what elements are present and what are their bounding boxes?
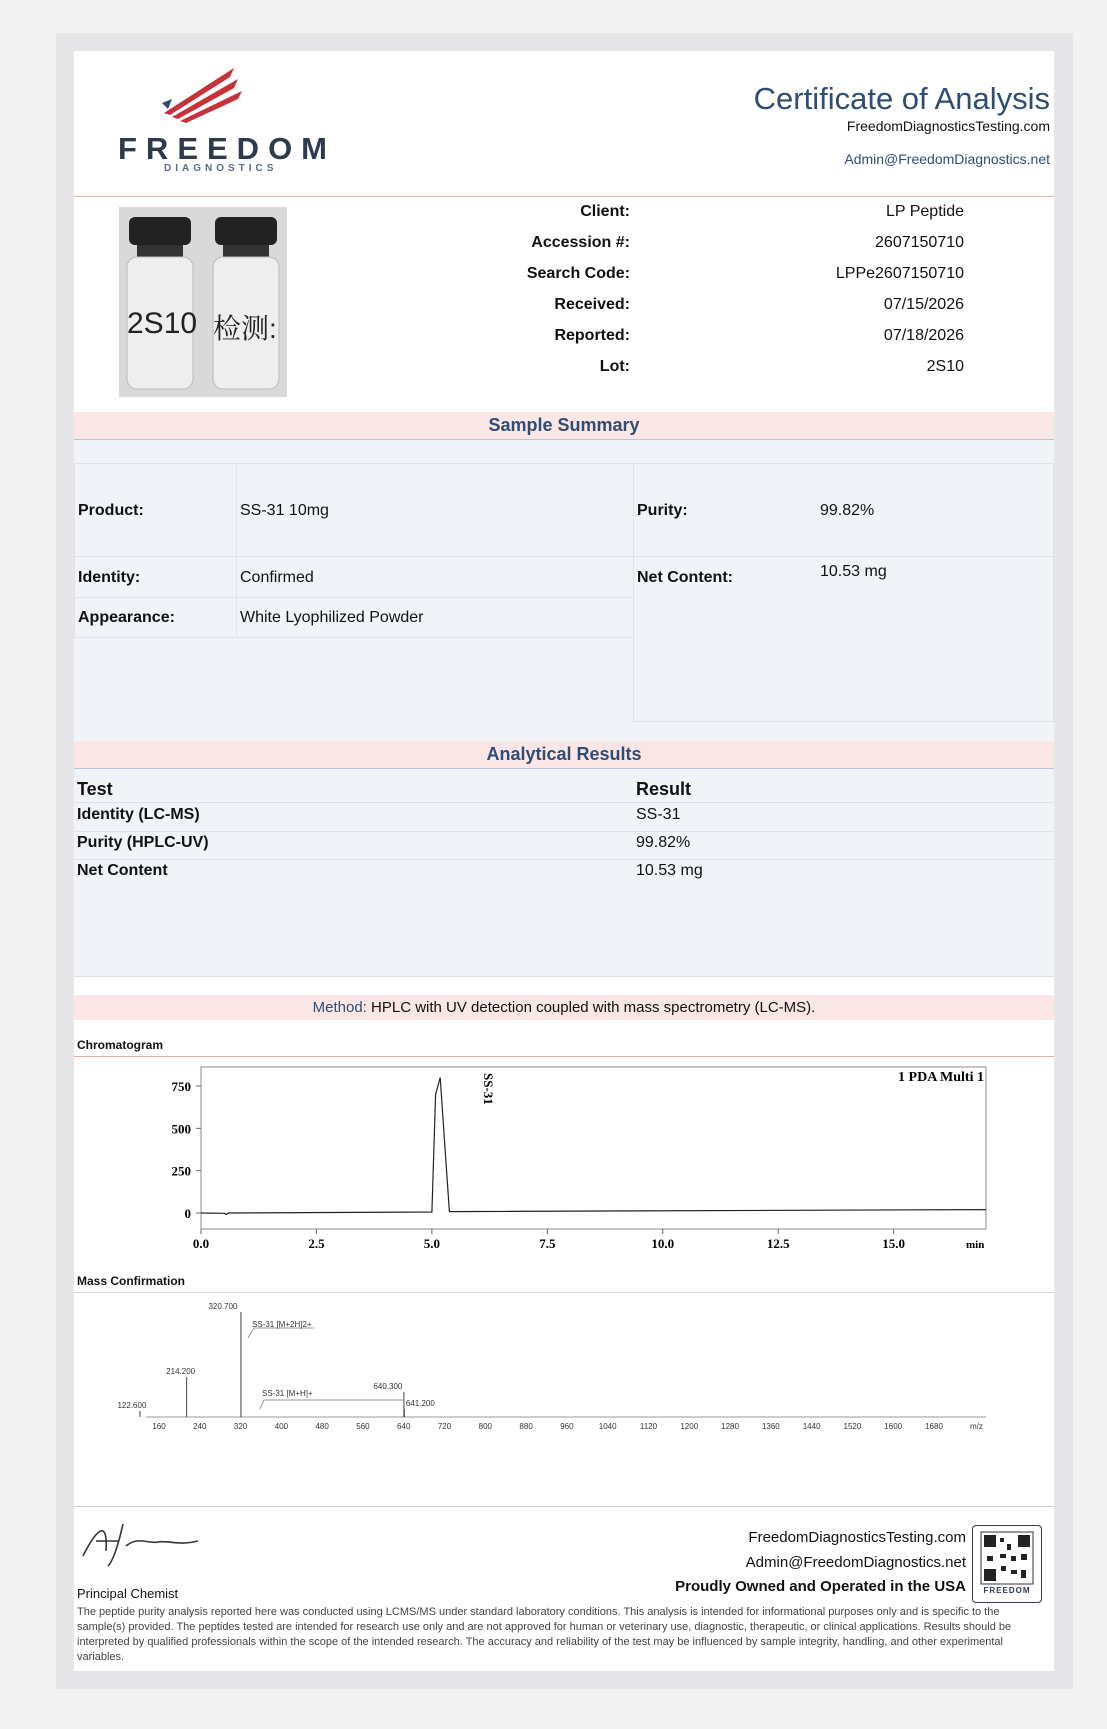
method-label: Method: <box>312 999 367 1016</box>
mass-x-ticks <box>152 1422 943 1431</box>
vial-label-right: 检测: <box>213 313 277 344</box>
signer-role: Principal Chemist <box>77 1586 179 1601</box>
mass-divider <box>74 1292 1054 1293</box>
mass-x-tick: 480 <box>315 1422 329 1431</box>
product-label-cell <box>74 463 237 557</box>
qr-badge[interactable] <box>972 1525 1042 1603</box>
mass-annotation-1: SS-31 [M+2H]2+ <box>252 1320 312 1329</box>
mass-x-tick: 720 <box>437 1422 452 1431</box>
chromatogram-x-ticks <box>193 1229 905 1251</box>
chromatogram-trace <box>201 1078 986 1215</box>
results-panel <box>74 769 1054 977</box>
net-content-label: Net Content: <box>637 569 733 586</box>
footer-tagline: Proudly Owned and Operated in the USA <box>675 1578 966 1595</box>
purity-cell <box>633 463 1054 557</box>
mass-x-tick: 1600 <box>884 1422 903 1431</box>
mass-x-tick: 880 <box>519 1422 533 1431</box>
mass-heading: Mass Confirmation <box>77 1274 186 1288</box>
qr-caption: FREEDOM <box>983 1586 1031 1595</box>
annotation-leader <box>248 1328 254 1338</box>
mass-peak-label: 640.300 <box>373 1382 403 1391</box>
mass-annotation-2: SS-31 [M+H]+ <box>262 1389 313 1398</box>
appearance-value: White Lyophilized Powder <box>240 609 424 626</box>
vial-image <box>119 207 287 397</box>
mass-peak-label: 122.600 <box>117 1401 147 1410</box>
info-value: 07/15/2026 <box>883 296 964 313</box>
purity-value: 99.82% <box>820 502 875 519</box>
appearance-label: Appearance: <box>78 609 175 626</box>
mass-x-tick: 1280 <box>721 1422 739 1431</box>
appearance-label-cell <box>74 597 237 638</box>
mass-x-tick: 1440 <box>802 1422 821 1431</box>
chromatogram-y-tick: 0 <box>184 1206 191 1221</box>
info-value: 2607150710 <box>875 234 964 251</box>
net-content-cell <box>633 556 1054 722</box>
chromatogram-x-tick: 15.0 <box>882 1236 906 1251</box>
mass-x-tick: 640 <box>397 1422 411 1431</box>
header-website[interactable]: FreedomDiagnosticsTesting.com <box>846 118 1050 134</box>
chromatogram-y-ticks <box>172 1079 202 1221</box>
mass-x-tick: 1120 <box>639 1422 658 1431</box>
footer-email[interactable]: Admin@FreedomDiagnostics.net <box>745 1554 966 1571</box>
logo-subtitle: DIAGNOSTICS <box>164 163 278 174</box>
mass-x-unit: m/z <box>970 1422 983 1431</box>
chromatogram-x-tick: 0.0 <box>192 1236 210 1251</box>
sample-summary-title: Sample Summary <box>488 415 640 435</box>
info-label: Reported: <box>554 327 630 344</box>
results-col-test: Test <box>77 779 113 799</box>
footer-website[interactable]: FreedomDiagnosticsTesting.com <box>748 1529 966 1546</box>
document-title: Certificate of Analysis <box>753 81 1050 116</box>
row-divider <box>74 976 1054 977</box>
identity-value: Confirmed <box>240 569 314 586</box>
chromatogram-frame <box>201 1067 986 1229</box>
mass-peak-label: 641.200 <box>405 1399 435 1408</box>
chromatogram-x-tick: 7.5 <box>539 1236 556 1251</box>
result-value: 10.53 mg <box>636 862 703 879</box>
result-value: 99.82% <box>636 834 691 851</box>
analytical-results-title: Analytical Results <box>486 744 642 764</box>
chromatogram-peak-label: SS-31 <box>481 1073 496 1105</box>
qr-code-icon <box>973 1526 1041 1588</box>
info-value: 07/18/2026 <box>883 327 964 344</box>
chromatogram-heading: Chromatogram <box>77 1038 164 1052</box>
sample-summary-panel <box>74 440 1054 790</box>
info-label: Search Code: <box>526 265 630 282</box>
info-label: Lot: <box>599 358 630 375</box>
mass-x-tick: 560 <box>356 1422 370 1431</box>
result-test: Purity (HPLC-UV) <box>77 834 209 851</box>
row-divider <box>74 831 1054 832</box>
chromatogram-channel: 1 PDA Multi 1 <box>898 1070 984 1085</box>
method-line <box>74 995 1054 1020</box>
mass-x-tick: 1200 <box>680 1422 699 1431</box>
mass-x-tick: 960 <box>560 1422 574 1431</box>
chromatogram-x-tick: 12.5 <box>766 1236 790 1251</box>
chromatogram-divider <box>74 1056 1054 1057</box>
info-label: Accession #: <box>531 234 630 251</box>
result-test: Net Content <box>77 862 168 879</box>
signature-image <box>78 1516 208 1571</box>
method-band <box>74 995 1054 1020</box>
disclaimer-text: The peptide purity analysis reported here was conducted using LCMS/MS under standard laboratory conditions. This analysis is intended for informational purposes only and is specific to the sample(s) provided. The peptides tested are intended for research use only and are not approved for human or veterinary use, diagnostic, therapeutic, or clinical applications. Results should be interpreted by qualified professionals within the scope of the intended research. The accuracy and reliability of the test may be influenced by sample integrity, handling, and other experimental variables. <box>77 1606 1012 1663</box>
info-value: LPPe2607150710 <box>835 265 964 282</box>
result-test: Identity (LC-MS) <box>77 806 200 823</box>
header-divider <box>74 196 1054 197</box>
mass-peak-label: 320.700 <box>208 1302 238 1311</box>
mass-x-tick: 240 <box>193 1422 207 1431</box>
results-col-result: Result <box>636 779 692 799</box>
product-value: SS-31 10mg <box>240 502 329 519</box>
chromatogram-y-tick: 500 <box>171 1121 191 1137</box>
purity-label: Purity: <box>637 502 688 519</box>
mass-x-tick: 1680 <box>925 1422 943 1431</box>
identity-value-cell <box>236 556 634 598</box>
info-value: 2S10 <box>926 358 964 375</box>
logo-wing-icon <box>154 63 244 123</box>
net-content-value: 10.53 mg <box>820 563 887 580</box>
chromatogram-plot <box>74 1061 1054 1261</box>
info-value: LP Peptide <box>886 203 964 220</box>
sample-summary-band <box>74 412 1054 439</box>
row-divider <box>74 859 1054 860</box>
mass-peak-label: 214.200 <box>166 1367 196 1376</box>
mass-x-tick: 1520 <box>843 1422 862 1431</box>
mass-x-tick: 160 <box>152 1422 166 1431</box>
vial-label-left: 2S10 <box>127 307 198 340</box>
product-value-cell <box>236 463 634 557</box>
product-label: Product: <box>78 502 144 519</box>
mass-x-tick: 1360 <box>761 1422 780 1431</box>
mass-x-tick: 800 <box>478 1422 492 1431</box>
footer-divider <box>74 1506 1054 1507</box>
identity-label-cell <box>74 556 237 598</box>
method-text: HPLC with UV detection coupled with mass spectrometry (LC-MS). <box>371 999 816 1016</box>
appearance-value-cell <box>236 597 634 638</box>
analytical-results-band <box>74 741 1054 768</box>
mass-x-tick: 320 <box>233 1422 248 1431</box>
mass-x-tick: 1040 <box>598 1422 617 1431</box>
chromatogram-x-unit: min <box>966 1239 985 1251</box>
chromatogram-x-tick: 2.5 <box>308 1236 325 1251</box>
sample-photo <box>119 207 287 397</box>
info-label: Received: <box>554 296 630 313</box>
info-label: Client: <box>580 203 630 220</box>
mass-spectrum <box>74 1296 1054 1436</box>
logo-wordmark: FREEDOM <box>118 131 336 166</box>
row-divider <box>74 802 1054 803</box>
annotation-leader <box>260 1400 264 1409</box>
result-value: SS-31 <box>636 806 681 823</box>
chromatogram-y-tick: 250 <box>171 1163 191 1179</box>
identity-label: Identity: <box>78 569 141 586</box>
chromatogram-y-tick: 750 <box>171 1079 191 1094</box>
header-email[interactable]: Admin@FreedomDiagnostics.net <box>844 151 1050 167</box>
chromatogram-x-tick: 5.0 <box>423 1236 441 1251</box>
chromatogram-x-tick: 10.0 <box>651 1236 675 1251</box>
certificate-page <box>74 51 1054 1671</box>
mass-x-tick: 400 <box>274 1422 289 1431</box>
